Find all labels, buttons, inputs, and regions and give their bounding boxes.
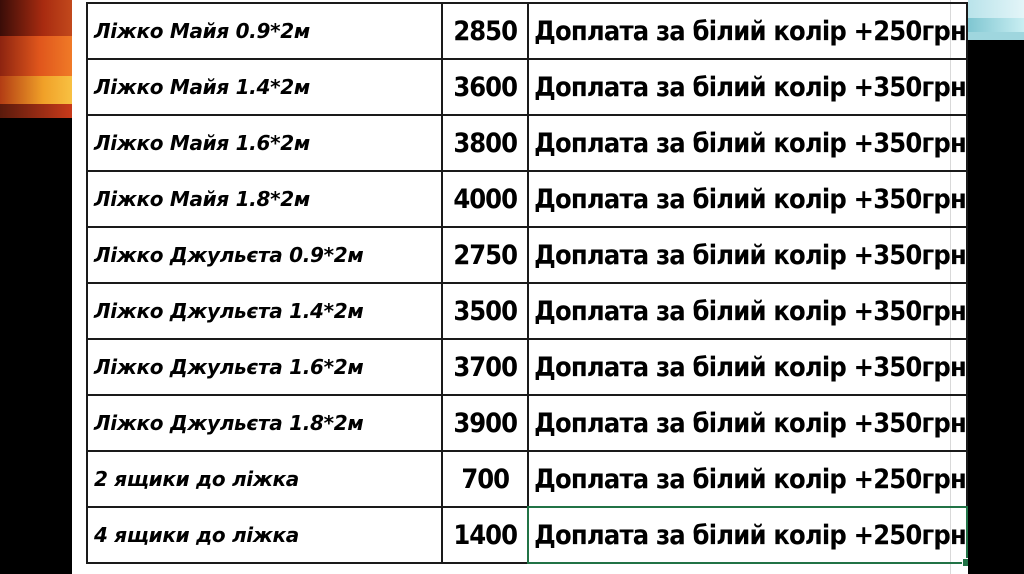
cell-product-name[interactable]: Ліжко Джульєта 0.9*2м — [87, 227, 442, 283]
cell-price[interactable]: 4000 — [442, 171, 528, 227]
cell-note[interactable]: Доплата за білий колір +250грн — [528, 3, 967, 59]
cell-product-name[interactable]: Ліжко Майя 1.8*2м — [87, 171, 442, 227]
stripe-teal — [968, 32, 1024, 40]
stripe-orange — [0, 36, 72, 76]
cell-price[interactable]: 3800 — [442, 115, 528, 171]
cell-product-name[interactable]: Ліжко Майя 0.9*2м — [87, 3, 442, 59]
cell-note[interactable]: Доплата за білий колір +350грн — [528, 395, 967, 451]
cell-note[interactable]: Доплата за білий колір +350грн — [528, 339, 967, 395]
cell-product-name[interactable]: 2 ящики до ліжка — [87, 451, 442, 507]
stripe-dark-red — [0, 0, 72, 36]
cell-price[interactable]: 1400 — [442, 507, 528, 563]
cell-price[interactable]: 700 — [442, 451, 528, 507]
table-row — [87, 283, 967, 339]
left-decorative-stripes — [0, 0, 72, 574]
table-row — [87, 59, 967, 115]
spreadsheet-area — [72, 0, 968, 574]
stripe-red — [0, 104, 72, 118]
cell-price[interactable]: 3500 — [442, 283, 528, 339]
cell-product-name[interactable]: Ліжко Джульєта 1.4*2м — [87, 283, 442, 339]
fill-handle[interactable] — [962, 558, 968, 567]
table-row — [87, 395, 967, 451]
cell-product-name[interactable]: Ліжко Майя 1.6*2м — [87, 115, 442, 171]
table-row — [87, 171, 967, 227]
cell-note[interactable]: Доплата за білий колір +350грн — [528, 59, 967, 115]
cell-note[interactable]: Доплата за білий колір +350грн — [528, 283, 967, 339]
cell-note[interactable]: Доплата за білий колір +350грн — [528, 227, 967, 283]
table-row — [87, 451, 967, 507]
cell-product-name[interactable]: Ліжко Джульєта 1.8*2м — [87, 395, 442, 451]
cell-product-name[interactable]: Ліжко Джульєта 1.6*2м — [87, 339, 442, 395]
table-row — [87, 507, 967, 563]
stripe-light-cyan — [968, 0, 1024, 18]
right-decorative-stripes — [968, 0, 1024, 574]
stripe-cyan — [968, 18, 1024, 32]
cell-price[interactable]: 2750 — [442, 227, 528, 283]
table-row — [87, 227, 967, 283]
cell-price[interactable]: 3900 — [442, 395, 528, 451]
cell-price[interactable]: 2850 — [442, 3, 528, 59]
cell-note[interactable]: Доплата за білий колір +250грн — [528, 507, 967, 563]
table-row — [87, 3, 967, 59]
cell-product-name[interactable]: Ліжко Майя 1.4*2м — [87, 59, 442, 115]
stripe-yellow — [0, 76, 72, 104]
cell-product-name[interactable]: 4 ящики до ліжка — [87, 507, 442, 563]
price-table — [86, 2, 968, 564]
cell-price[interactable]: 3700 — [442, 339, 528, 395]
cell-note[interactable]: Доплата за білий колір +350грн — [528, 115, 967, 171]
table-row — [87, 115, 967, 171]
cell-note[interactable]: Доплата за білий колір +350грн — [528, 171, 967, 227]
table-row — [87, 339, 967, 395]
cell-price[interactable]: 3600 — [442, 59, 528, 115]
cell-note[interactable]: Доплата за білий колір +250грн — [528, 451, 967, 507]
